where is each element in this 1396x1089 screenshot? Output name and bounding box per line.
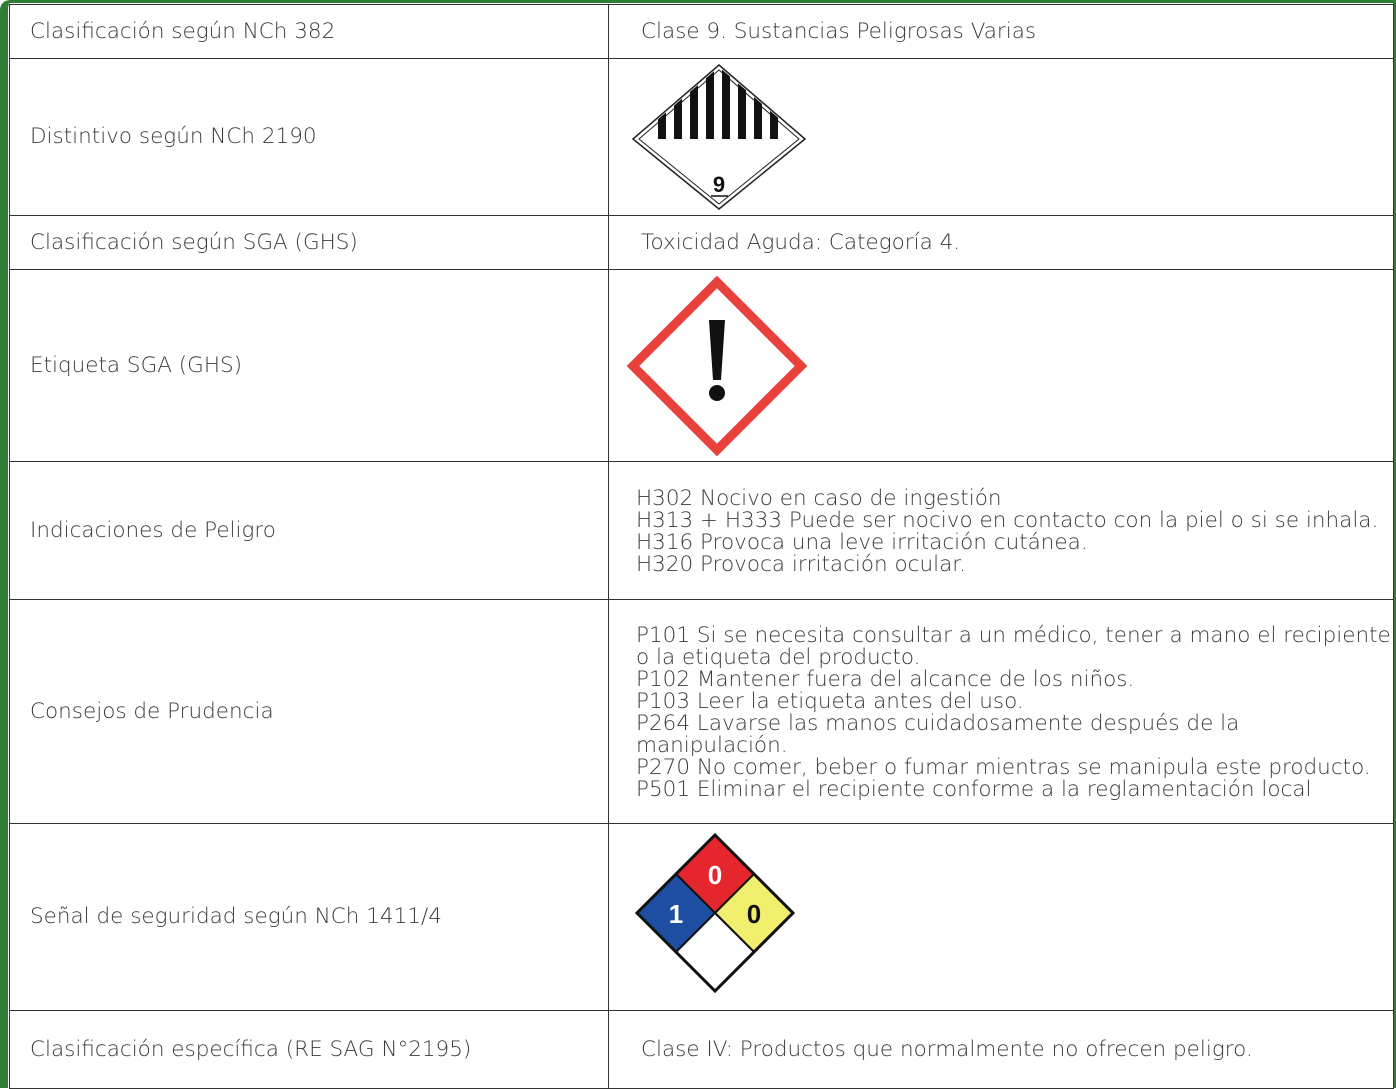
table-row	[10, 270, 1394, 462]
table-row	[10, 600, 1394, 824]
row-label: Etiqueta SGA (GHS)	[10, 270, 609, 462]
placard-class-number: 9	[712, 172, 726, 197]
row-value: Clase IV: Productos que normalmente no ofrecen peligro.	[609, 1011, 1394, 1089]
hazard-statement: H320 Provoca irritación ocular.	[636, 551, 966, 577]
nfpa-health-value: 1	[668, 899, 684, 929]
row-label: Clasificación según SGA (GHS)	[10, 216, 609, 270]
hazard-classification-table	[9, 4, 1394, 1089]
precautionary-statement: P101 Si se necesita consultar a un médico, tener a mano el recipiente o la etiqueta del producto.	[636, 622, 1391, 670]
table-row	[10, 5, 1394, 59]
row-label: Consejos de Prudencia	[10, 600, 609, 824]
nfpa-instability-value: 0	[746, 899, 762, 929]
class-9-placard-icon	[631, 63, 807, 211]
row-label: Indicaciones de Peligro	[10, 462, 609, 600]
nfpa-cell	[609, 824, 1394, 1011]
table-row	[10, 824, 1394, 1011]
ghs-exclamation-pictogram-icon	[627, 276, 807, 456]
precautionary-statements	[609, 600, 1394, 824]
row-label: Clasificación según NCh 382	[10, 5, 609, 59]
precautionary-statement: P501 Eliminar el recipiente conforme a la reglamentación local	[636, 776, 1312, 802]
ghs-pictogram-cell	[609, 270, 1394, 462]
table-row	[10, 462, 1394, 600]
row-value: Toxicidad Aguda: Categoría 4.	[609, 216, 1394, 270]
precautionary-statement: P103 Leer la etiqueta antes del uso.	[636, 688, 1024, 714]
precautionary-statement: P270 No comer, beber o fumar mientras se manipula este producto.	[636, 754, 1371, 780]
precautionary-statement: P264 Lavarse las manos cuidadosamente después de la manipulación.	[636, 710, 1240, 758]
hazard-statement: H316 Provoca una leve irritación cutánea.	[636, 529, 1088, 555]
nfpa-704-diamond-icon	[629, 831, 801, 1003]
precautionary-statement: P102 Mantener fuera del alcance de los niños.	[636, 666, 1135, 692]
row-label: Clasificación específica (RE SAG N°2195)	[10, 1011, 609, 1089]
hazard-statement: H313 + H333 Puede ser nocivo en contacto con la piel o si se inhala.	[636, 507, 1379, 533]
hazard-statement: H302 Nocivo en caso de ingestión	[636, 485, 1002, 511]
placard-cell	[609, 59, 1394, 216]
row-value: Clase 9. Sustancias Peligrosas Varias	[609, 5, 1394, 59]
row-label: Distintivo según NCh 2190	[10, 59, 609, 216]
hazard-statements	[609, 462, 1394, 600]
nfpa-flammability-value: 0	[707, 860, 723, 890]
table-row	[10, 59, 1394, 216]
table-row	[10, 1011, 1394, 1089]
table-row	[10, 216, 1394, 270]
row-label: Señal de seguridad según NCh 1411/4	[10, 824, 609, 1011]
